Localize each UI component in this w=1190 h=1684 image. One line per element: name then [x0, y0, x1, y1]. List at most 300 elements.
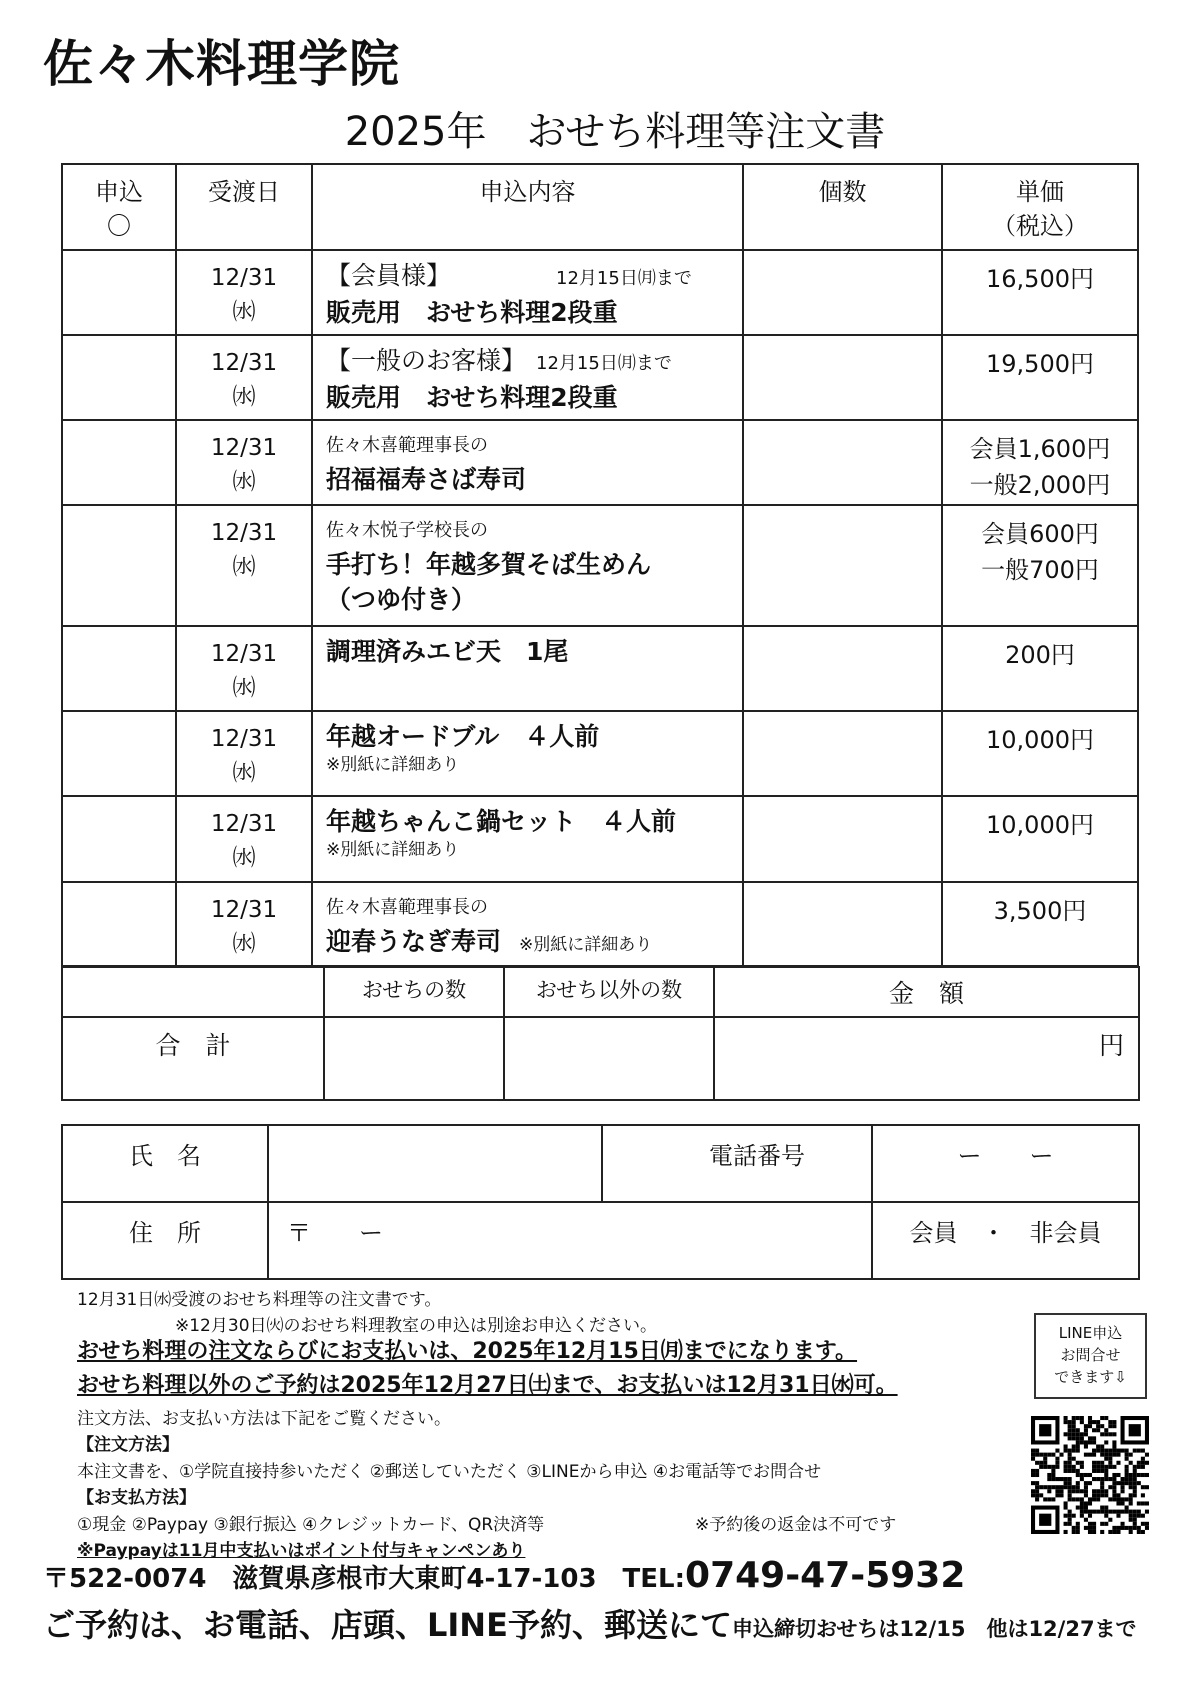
osechi-count-field[interactable] [324, 1017, 504, 1100]
content-cell [312, 882, 743, 966]
qr-module [1116, 1453, 1120, 1457]
qr-module [1121, 1477, 1125, 1481]
total-label: 合 計 [62, 1017, 324, 1100]
amount-label: 金 額 [714, 967, 1139, 1017]
apply-check-cell[interactable] [62, 711, 176, 796]
qr-module [1068, 1432, 1072, 1436]
qr-module [1104, 1469, 1108, 1473]
qr-module [1121, 1501, 1125, 1505]
qr-module [1064, 1449, 1068, 1453]
qr-module [1108, 1497, 1112, 1501]
school-address: 〒522-0074 滋賀県彦根市大東町4-17-103 TEL: [43, 1564, 686, 1594]
qr-module [1039, 1493, 1043, 1497]
content-cell [312, 796, 743, 882]
note-1: 12月31日㈬受渡のおせち料理等の注文書です。 [77, 1290, 442, 1310]
qr-module [1068, 1522, 1072, 1526]
qr-module [1068, 1428, 1072, 1432]
qty-field[interactable] [743, 420, 942, 505]
qr-module [1100, 1530, 1104, 1534]
item-category: 【一般のお客様】 [326, 346, 527, 375]
qr-module [1100, 1416, 1104, 1420]
qr-module [1129, 1473, 1133, 1477]
qr-module [1088, 1514, 1092, 1518]
qr-module [1047, 1473, 1051, 1477]
qr-module [1068, 1424, 1072, 1428]
qr-module [1125, 1481, 1129, 1485]
price-cell [942, 420, 1138, 505]
qr-module [1129, 1461, 1133, 1465]
item-note: ※別紙に詳細あり [326, 840, 460, 860]
price-value: 3,500円 [993, 897, 1087, 925]
customer-table [61, 1124, 1140, 1280]
header-apply-mark: 〇 [107, 212, 131, 240]
qr-module [1100, 1453, 1104, 1457]
qr-module [1108, 1510, 1112, 1514]
qr-module [1072, 1457, 1076, 1461]
apply-check-cell[interactable] [62, 250, 176, 335]
qr-module [1088, 1440, 1092, 1444]
qr-module [1121, 1449, 1125, 1453]
qr-module [1108, 1518, 1112, 1522]
qr-module [1116, 1449, 1120, 1453]
header-qty: 個数 [743, 164, 942, 250]
qr-finder-center [1129, 1424, 1141, 1436]
date-value: 12/31 [210, 435, 278, 461]
qr-module [1084, 1428, 1088, 1432]
qr-module [1108, 1477, 1112, 1481]
qr-module [1104, 1440, 1108, 1444]
qr-module [1080, 1420, 1084, 1424]
name-label: 氏 名 [62, 1125, 268, 1202]
qr-module [1068, 1436, 1072, 1440]
qr-module [1055, 1457, 1059, 1461]
qr-module [1055, 1489, 1059, 1493]
qr-module [1080, 1501, 1084, 1505]
header-apply [62, 164, 176, 250]
price-value: 16,500円 [986, 265, 1094, 293]
qr-module [1104, 1477, 1108, 1481]
amount-field[interactable] [714, 1017, 1139, 1100]
qr-module [1125, 1469, 1129, 1473]
price-cell [942, 711, 1138, 796]
qr-module [1072, 1469, 1076, 1473]
table-row [62, 882, 1138, 966]
qr-module [1100, 1465, 1104, 1469]
apply-check-cell[interactable] [62, 420, 176, 505]
date-value: 12/31 [210, 520, 278, 546]
address-field[interactable]: 〒 ー [268, 1202, 872, 1279]
qr-module [1055, 1485, 1059, 1489]
qr-module [1084, 1501, 1088, 1505]
qr-module [1076, 1440, 1080, 1444]
qr-module [1116, 1481, 1120, 1485]
qty-field[interactable] [743, 250, 942, 335]
qty-field[interactable] [743, 796, 942, 882]
qr-module [1141, 1449, 1145, 1453]
qr-module [1055, 1477, 1059, 1481]
qr-module [1100, 1449, 1104, 1453]
qr-module [1080, 1497, 1084, 1501]
qr-module [1076, 1469, 1080, 1473]
note-2: ※12月30日㈫のおせち料理教室の申込は別途お申込ください。 [175, 1316, 657, 1336]
apply-check-cell[interactable] [62, 505, 176, 626]
price-cell [942, 250, 1138, 335]
price-cell [942, 796, 1138, 882]
qr-module [1104, 1522, 1108, 1526]
qr-module [1104, 1473, 1108, 1477]
qr-module [1080, 1510, 1084, 1514]
price-value-general: 一般2,000円 [969, 471, 1111, 499]
qr-module [1129, 1510, 1133, 1514]
qr-module [1072, 1514, 1076, 1518]
reservation-deadline: 申込締切おせちは12/15 他は12/27まで [731, 1617, 1137, 1641]
qr-module [1092, 1436, 1096, 1440]
qr-module [1035, 1473, 1039, 1477]
qr-module [1092, 1530, 1096, 1534]
qr-module [1068, 1514, 1072, 1518]
qr-module [1104, 1449, 1108, 1453]
qr-module [1104, 1493, 1108, 1497]
qr-module [1051, 1473, 1055, 1477]
qr-finder-center [1039, 1514, 1051, 1526]
qr-module [1108, 1485, 1112, 1489]
qr-module [1088, 1436, 1092, 1440]
qr-module [1125, 1449, 1129, 1453]
qty-field[interactable] [743, 505, 942, 626]
table-row [62, 335, 1138, 420]
date-value: 12/31 [210, 350, 278, 376]
qr-module [1072, 1449, 1076, 1453]
date-value: 12/31 [210, 265, 278, 291]
header-content: 申込内容 [312, 164, 743, 250]
qr-module [1088, 1497, 1092, 1501]
line-info-box [1034, 1313, 1147, 1399]
qr-module [1035, 1481, 1039, 1485]
qr-module [1112, 1420, 1116, 1424]
member-select[interactable]: 会員 ・ 非会員 [872, 1202, 1139, 1279]
qr-module [1072, 1530, 1076, 1534]
day-value: ㈬ [232, 384, 256, 410]
qr-module [1129, 1518, 1133, 1522]
price-value: 会員600円 [981, 520, 1099, 548]
qr-module [1096, 1510, 1100, 1514]
qty-field[interactable] [743, 626, 942, 711]
totals-table [61, 966, 1140, 1101]
qr-module [1047, 1477, 1051, 1481]
qr-module [1125, 1457, 1129, 1461]
qr-module [1137, 1465, 1141, 1469]
qr-module [1047, 1497, 1051, 1501]
qr-module [1043, 1497, 1047, 1501]
day-value: ㈬ [232, 469, 256, 495]
qr-module [1112, 1497, 1116, 1501]
item-note: ※別紙に詳細あり [326, 755, 460, 775]
qr-module [1100, 1493, 1104, 1497]
date-value: 12/31 [210, 641, 278, 667]
qr-module [1076, 1485, 1080, 1489]
payment-method-text: ①現金 ②Paypay ③銀行振込 ④クレジットカード、QR決済等 [77, 1515, 545, 1535]
qr-module [1116, 1526, 1120, 1530]
qr-module [1064, 1465, 1068, 1469]
qr-module [1039, 1461, 1043, 1465]
header-price [942, 164, 1138, 250]
table-row [62, 711, 1138, 796]
qr-module [1112, 1510, 1116, 1514]
item-maker: 佐々木悦子学校長の [326, 520, 488, 541]
qr-module [1080, 1489, 1084, 1493]
qr-module [1112, 1526, 1116, 1530]
qty-field[interactable] [743, 882, 942, 966]
qr-module [1035, 1461, 1039, 1465]
qr-module [1125, 1526, 1129, 1530]
qr-module [1100, 1506, 1104, 1510]
qr-module [1088, 1530, 1092, 1534]
qr-module [1035, 1493, 1039, 1497]
qr-module [1141, 1461, 1145, 1465]
qr-module [1064, 1461, 1068, 1465]
date-cell [176, 250, 312, 335]
qr-module [1125, 1497, 1129, 1501]
table-row [62, 626, 1138, 711]
qty-field[interactable] [743, 711, 942, 796]
qr-module [1064, 1481, 1068, 1485]
header-date: 受渡日 [176, 164, 312, 250]
qr-module [1080, 1465, 1084, 1469]
qr-module [1080, 1416, 1084, 1420]
qr-module [1092, 1510, 1096, 1514]
date-cell [176, 882, 312, 966]
qr-module [1084, 1424, 1088, 1428]
qr-module [1076, 1444, 1080, 1448]
qr-module [1092, 1453, 1096, 1457]
qr-module [1112, 1424, 1116, 1428]
content-cell [312, 420, 743, 505]
apply-check-cell[interactable] [62, 335, 176, 420]
qr-module [1112, 1453, 1116, 1457]
qr-module [1031, 1449, 1035, 1453]
qr-module [1108, 1420, 1112, 1424]
qr-module [1076, 1506, 1080, 1510]
qr-module [1133, 1465, 1137, 1469]
qr-module [1080, 1440, 1084, 1444]
yen-label: 円 [1098, 1031, 1124, 1060]
qr-module [1088, 1420, 1092, 1424]
qr-module [1108, 1461, 1112, 1465]
qr-module [1141, 1485, 1145, 1489]
qr-module [1080, 1473, 1084, 1477]
note-osechi-deadline: おせち料理の注文ならびにお支払いは、2025年12月15日㈪までになります。 [77, 1339, 858, 1364]
qr-module [1084, 1481, 1088, 1485]
qr-module [1100, 1461, 1104, 1465]
qr-module [1072, 1416, 1076, 1420]
qr-module [1092, 1449, 1096, 1453]
qr-module [1088, 1416, 1092, 1420]
qr-module [1100, 1432, 1104, 1436]
qr-module [1080, 1506, 1084, 1510]
qr-module [1064, 1530, 1068, 1534]
qr-module [1141, 1465, 1145, 1469]
qr-module [1047, 1489, 1051, 1493]
content-cell [312, 250, 743, 335]
qr-module [1072, 1489, 1076, 1493]
qr-module [1137, 1481, 1141, 1485]
order-table [61, 163, 1139, 967]
other-count-label: おせち以外の数 [504, 967, 714, 1017]
qr-module [1100, 1469, 1104, 1473]
note-methods: 注文方法、お支払い方法は下記をご覧ください。 [77, 1409, 451, 1429]
qr-module [1104, 1510, 1108, 1514]
line-qr-code-icon[interactable] [1031, 1415, 1149, 1535]
qr-module [1104, 1428, 1108, 1432]
apply-check-cell[interactable] [62, 626, 176, 711]
table-header [62, 164, 1138, 250]
qr-module [1096, 1420, 1100, 1424]
qr-module [1141, 1473, 1145, 1477]
item-name: 手打ち！年越多賀そば生めん [326, 550, 652, 579]
day-value: ㈬ [232, 554, 256, 580]
qr-module [1096, 1424, 1100, 1428]
qr-module [1112, 1477, 1116, 1481]
price-value: 10,000円 [986, 811, 1094, 839]
qr-module [1092, 1493, 1096, 1497]
line-box-line2: お問合せ [1060, 1346, 1121, 1364]
qr-module [1108, 1449, 1112, 1453]
qr-module [1141, 1522, 1145, 1526]
qr-module [1092, 1440, 1096, 1444]
content-cell [312, 335, 743, 420]
content-cell [312, 505, 743, 626]
qr-module [1088, 1424, 1092, 1428]
qr-module [1047, 1485, 1051, 1489]
qr-module [1072, 1424, 1076, 1428]
qr-module [1064, 1477, 1068, 1481]
qr-module [1121, 1522, 1125, 1526]
qr-module [1100, 1522, 1104, 1526]
qr-module [1116, 1510, 1120, 1514]
name-field[interactable] [268, 1125, 602, 1202]
document-title: 2025年 おせち料理等注文書 [344, 109, 886, 155]
qr-module [1121, 1489, 1125, 1493]
price-cell [942, 882, 1138, 966]
osechi-count-label: おせちの数 [324, 967, 504, 1017]
qr-module [1088, 1510, 1092, 1514]
qr-module [1072, 1432, 1076, 1436]
date-value: 12/31 [210, 897, 278, 923]
date-cell [176, 505, 312, 626]
qr-module [1112, 1440, 1116, 1444]
other-count-field[interactable] [504, 1017, 714, 1100]
qr-module [1076, 1473, 1080, 1477]
qr-module [1108, 1530, 1112, 1534]
table-row [62, 505, 1138, 626]
qr-module [1039, 1465, 1043, 1469]
item-name: 年越ちゃんこ鍋セット ４人前 [326, 807, 677, 836]
qr-module [1059, 1485, 1063, 1489]
qr-module [1129, 1493, 1133, 1497]
qr-module [1096, 1497, 1100, 1501]
date-value: 12/31 [210, 811, 278, 837]
qr-module [1133, 1469, 1137, 1473]
qr-module [1064, 1416, 1068, 1420]
qr-module [1096, 1469, 1100, 1473]
qr-module [1072, 1436, 1076, 1440]
phone-field[interactable]: ー ー [872, 1125, 1139, 1202]
qr-module [1076, 1530, 1080, 1534]
item-note: ※別紙に詳細あり [519, 935, 653, 955]
qr-module [1059, 1477, 1063, 1481]
qr-module [1051, 1469, 1055, 1473]
item-name: 招福福寿さば寿司 [326, 465, 527, 494]
qr-module [1064, 1501, 1068, 1505]
qr-module [1035, 1449, 1039, 1453]
address-line [43, 1555, 965, 1596]
qr-module [1137, 1510, 1141, 1514]
qr-module [1064, 1522, 1068, 1526]
qr-module [1076, 1489, 1080, 1493]
qr-module [1072, 1465, 1076, 1469]
qr-module [1080, 1461, 1084, 1465]
qr-module [1051, 1477, 1055, 1481]
qr-module [1145, 1501, 1149, 1505]
qr-module [1084, 1432, 1088, 1436]
item-name: 年越オードブル ４人前 [326, 722, 600, 751]
line-box-line3: できます⇩ [1054, 1368, 1127, 1386]
item-name: 販売用 おせち料理2段重 [326, 298, 618, 327]
qr-module [1137, 1501, 1141, 1505]
qr-module [1112, 1493, 1116, 1497]
header-price-tax: （税込） [992, 212, 1088, 240]
qr-module [1100, 1481, 1104, 1485]
qr-module [1108, 1432, 1112, 1436]
qr-module [1092, 1489, 1096, 1493]
qr-module [1076, 1481, 1080, 1485]
qr-module [1125, 1510, 1129, 1514]
qr-module [1055, 1461, 1059, 1465]
qr-module [1104, 1514, 1108, 1518]
item-deadline: 12月15日㈪まで [536, 353, 672, 374]
qr-module [1129, 1514, 1133, 1518]
qr-module [1084, 1440, 1088, 1444]
price-cell [942, 626, 1138, 711]
item-maker: 佐々木喜範理事長の [326, 897, 488, 918]
qr-module [1068, 1461, 1072, 1465]
qr-module [1039, 1485, 1043, 1489]
qr-module [1100, 1485, 1104, 1489]
payment-method-heading: 【お支払方法】 [77, 1488, 196, 1508]
qr-module [1047, 1465, 1051, 1469]
qty-field[interactable] [743, 335, 942, 420]
qr-module [1125, 1506, 1129, 1510]
apply-check-cell[interactable] [62, 796, 176, 882]
qr-module [1129, 1453, 1133, 1457]
qr-module [1092, 1461, 1096, 1465]
qr-module [1100, 1477, 1104, 1481]
qr-module [1088, 1453, 1092, 1457]
qr-module [1076, 1436, 1080, 1440]
qr-module [1088, 1481, 1092, 1485]
qr-module [1116, 1473, 1120, 1477]
qr-module [1129, 1497, 1133, 1501]
qr-module [1051, 1485, 1055, 1489]
qr-module [1112, 1444, 1116, 1448]
qr-module [1088, 1526, 1092, 1530]
qr-module [1031, 1473, 1035, 1477]
date-value: 12/31 [210, 726, 278, 752]
apply-check-cell[interactable] [62, 882, 176, 966]
qr-module [1088, 1473, 1092, 1477]
qr-module [1068, 1449, 1072, 1453]
day-value: ㈬ [232, 760, 256, 786]
